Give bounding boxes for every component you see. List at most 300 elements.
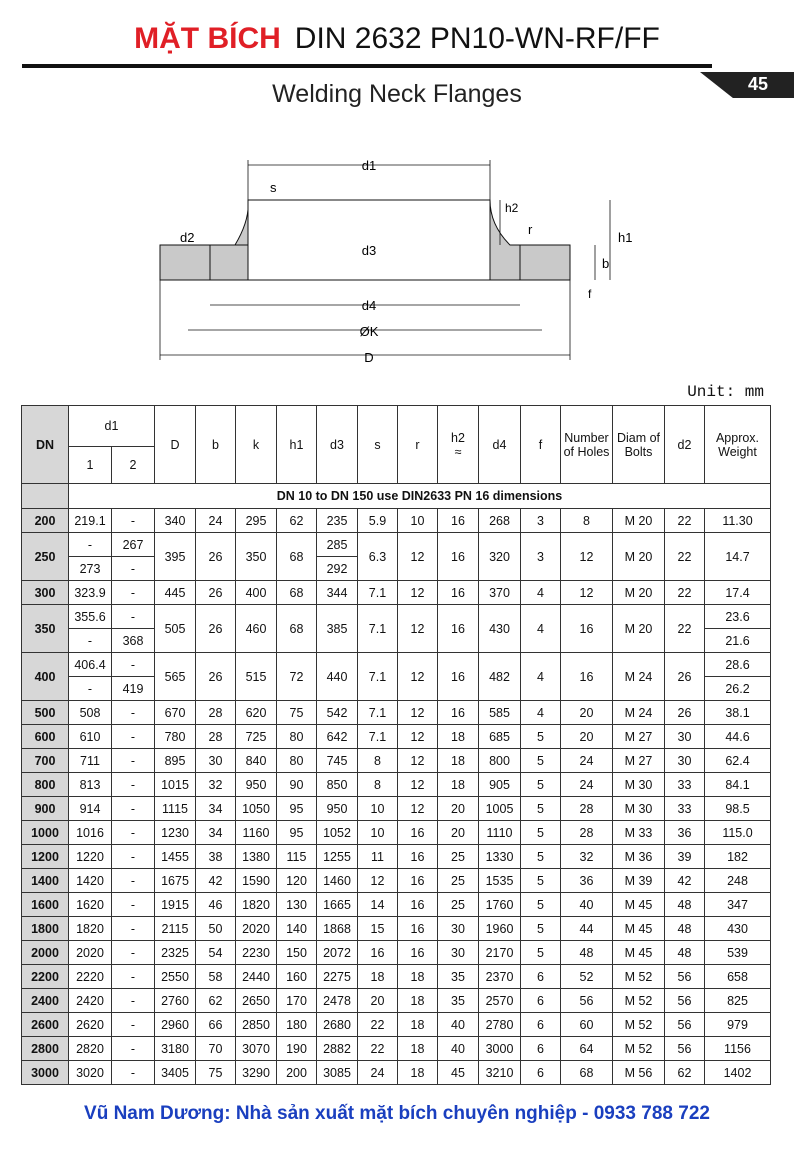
table-cell: 18	[398, 1037, 438, 1061]
table-row	[22, 581, 771, 605]
table-cell: 48	[665, 941, 705, 965]
table-cell: 68	[277, 581, 317, 605]
header-d4: d4	[479, 406, 521, 484]
label-d2: d2	[180, 230, 195, 245]
table-cell: 39	[665, 845, 705, 869]
table-cell: 72	[277, 653, 317, 701]
label-k: ØK	[359, 324, 379, 339]
table-cell: 16	[438, 653, 479, 701]
table-cell: 268	[479, 509, 521, 533]
table-cell: 368	[112, 629, 155, 653]
table-cell: 5	[521, 725, 561, 749]
dimension-table	[21, 405, 771, 1085]
table-cell: 440	[317, 653, 358, 701]
table-cell: 3000	[479, 1037, 521, 1061]
table-cell: M 45	[613, 893, 665, 917]
table-cell: 26.2	[705, 677, 771, 701]
table-cell: 25	[438, 893, 479, 917]
table-cell: 25	[438, 869, 479, 893]
header-d1-2: 2	[112, 447, 155, 484]
table-cell: -	[112, 869, 155, 893]
table-cell: 12	[358, 869, 398, 893]
table-cell: 33	[665, 773, 705, 797]
table-cell: 4	[521, 701, 561, 725]
table-cell: 1380	[236, 845, 277, 869]
table-cell: -	[69, 677, 112, 701]
table-cell: 20	[358, 989, 398, 1013]
table-cell: 1600	[22, 893, 69, 917]
table-cell: -	[69, 533, 112, 557]
table-cell: 16	[438, 581, 479, 605]
table-cell: 56	[665, 989, 705, 1013]
table-cell: 670	[155, 701, 196, 725]
table-cell: 58	[196, 965, 236, 989]
table-cell: 6	[521, 989, 561, 1013]
table-cell: 2850	[236, 1013, 277, 1037]
table-cell: 22	[665, 509, 705, 533]
table-cell: 725	[236, 725, 277, 749]
table-cell: 800	[479, 749, 521, 773]
label-d3: d3	[361, 243, 377, 258]
table-cell: -	[112, 1013, 155, 1037]
table-cell: 64	[561, 1037, 613, 1061]
table-cell: 1455	[155, 845, 196, 869]
table-cell: 75	[277, 701, 317, 725]
table-cell: 62	[277, 509, 317, 533]
table-cell: 515	[236, 653, 277, 701]
table-cell: 1400	[22, 869, 69, 893]
table-cell: 5	[521, 821, 561, 845]
table-cell: 2570	[479, 989, 521, 1013]
table-row	[22, 725, 771, 749]
table-cell: 16	[398, 893, 438, 917]
table-cell: 914	[69, 797, 112, 821]
table-cell: 16	[438, 701, 479, 725]
table-cell: 80	[277, 749, 317, 773]
header-dn: DN	[22, 406, 69, 484]
table-cell: 16	[438, 605, 479, 653]
table-cell: 30	[196, 749, 236, 773]
table-cell: 1000	[22, 821, 69, 845]
table-cell: 219.1	[69, 509, 112, 533]
table-cell: 6	[521, 1061, 561, 1085]
table-cell: 505	[155, 605, 196, 653]
table-cell: 508	[69, 701, 112, 725]
table-cell: 50	[196, 917, 236, 941]
table-cell: 1820	[69, 917, 112, 941]
table-cell: 1960	[479, 917, 521, 941]
table-cell: 26	[196, 605, 236, 653]
table-cell: 35	[438, 989, 479, 1013]
table-cell: 370	[479, 581, 521, 605]
table-cell: 68	[277, 533, 317, 581]
table-cell: 542	[317, 701, 358, 725]
table-cell: 12	[398, 749, 438, 773]
table-cell: 11.30	[705, 509, 771, 533]
table-cell: 1868	[317, 917, 358, 941]
table-cell: 15	[358, 917, 398, 941]
table-cell: 12	[398, 773, 438, 797]
table-cell: 610	[69, 725, 112, 749]
table-cell: 16	[438, 509, 479, 533]
table-cell: M 39	[613, 869, 665, 893]
table-cell: 48	[665, 917, 705, 941]
table-cell: 26	[665, 653, 705, 701]
table-cell: 385	[317, 605, 358, 653]
label-f: f	[588, 287, 592, 301]
table-cell: -	[112, 557, 155, 581]
label-r: r	[528, 222, 533, 237]
table-cell: 8	[358, 749, 398, 773]
table-cell: 3000	[22, 1061, 69, 1085]
table-cell: 3405	[155, 1061, 196, 1085]
table-cell: 46	[196, 893, 236, 917]
table-cell: 5	[521, 893, 561, 917]
table-cell: -	[112, 989, 155, 1013]
table-cell: M 24	[613, 653, 665, 701]
table-cell: 6	[521, 1013, 561, 1037]
header-h1: h1	[277, 406, 317, 484]
table-cell: -	[112, 821, 155, 845]
table-cell: 482	[479, 653, 521, 701]
table-cell: 1200	[22, 845, 69, 869]
table-cell: 12	[398, 653, 438, 701]
table-cell: 6	[521, 965, 561, 989]
table-cell: 711	[69, 749, 112, 773]
table-cell: 24	[561, 773, 613, 797]
table-cell: 16	[438, 533, 479, 581]
table-cell: 813	[69, 773, 112, 797]
table-cell: 28	[196, 701, 236, 725]
table-cell: 460	[236, 605, 277, 653]
table-cell: 12	[561, 533, 613, 581]
table-cell: 658	[705, 965, 771, 989]
table-cell: M 52	[613, 989, 665, 1013]
table-cell: 2020	[236, 917, 277, 941]
table-cell: 1110	[479, 821, 521, 845]
table-cell: 1665	[317, 893, 358, 917]
table-cell: 62	[665, 1061, 705, 1085]
table-cell: 12	[398, 533, 438, 581]
table-cell: M 24	[613, 701, 665, 725]
table-cell: 20	[438, 797, 479, 821]
table-cell: -	[112, 773, 155, 797]
table-row	[22, 869, 771, 893]
table-cell: 745	[317, 749, 358, 773]
table-row	[22, 605, 771, 629]
table-cell: 24	[561, 749, 613, 773]
table-cell: 430	[705, 917, 771, 941]
table-cell: 3	[521, 533, 561, 581]
table-cell: 1402	[705, 1061, 771, 1085]
table-cell: 2072	[317, 941, 358, 965]
table-cell: 18	[398, 989, 438, 1013]
table-cell: -	[112, 917, 155, 941]
table-row	[22, 533, 771, 557]
table-cell: 2600	[22, 1013, 69, 1037]
table-cell: -	[112, 653, 155, 677]
table-cell: 22	[358, 1013, 398, 1037]
table-cell: 84.1	[705, 773, 771, 797]
table-cell: 56	[561, 989, 613, 1013]
table-cell: 344	[317, 581, 358, 605]
table-cell: 40	[438, 1037, 479, 1061]
table-cell: 250	[22, 533, 69, 581]
label-d4: d4	[361, 298, 377, 313]
table-row	[22, 845, 771, 869]
table-cell: 98.5	[705, 797, 771, 821]
table-cell: 12	[398, 581, 438, 605]
table-cell: 170	[277, 989, 317, 1013]
table-cell: 56	[665, 1013, 705, 1037]
table-cell: 18	[398, 1013, 438, 1037]
table-cell: 1220	[69, 845, 112, 869]
header-s: s	[358, 406, 398, 484]
table-row	[22, 773, 771, 797]
table-cell: 2200	[22, 965, 69, 989]
table-cell: 182	[705, 845, 771, 869]
table-cell: 5	[521, 797, 561, 821]
table-cell: 1160	[236, 821, 277, 845]
table-cell: 22	[358, 1037, 398, 1061]
table-cell: 22	[665, 533, 705, 581]
table-cell: 905	[479, 773, 521, 797]
table-cell: 16	[398, 941, 438, 965]
table-cell: 16	[358, 941, 398, 965]
table-cell: 22	[665, 581, 705, 605]
header-d3: d3	[317, 406, 358, 484]
table-cell: 26	[196, 533, 236, 581]
table-row	[22, 509, 771, 533]
page-title	[0, 22, 794, 56]
table-cell: 38.1	[705, 701, 771, 725]
table-cell: 3020	[69, 1061, 112, 1085]
table-cell: -	[112, 701, 155, 725]
table-cell: 850	[317, 773, 358, 797]
table-cell: 2230	[236, 941, 277, 965]
table-cell: 1156	[705, 1037, 771, 1061]
table-cell: 700	[22, 749, 69, 773]
table-cell: 2020	[69, 941, 112, 965]
table-cell: 180	[277, 1013, 317, 1037]
table-cell: 3210	[479, 1061, 521, 1085]
table-cell: 190	[277, 1037, 317, 1061]
table-cell: 347	[705, 893, 771, 917]
table-cell: 56	[665, 1037, 705, 1061]
table-cell: M 20	[613, 605, 665, 653]
header-d2: d2	[665, 406, 705, 484]
table-cell: 3290	[236, 1061, 277, 1085]
table-cell: 267	[112, 533, 155, 557]
table-cell: 320	[479, 533, 521, 581]
title-underline	[22, 64, 712, 68]
table-cell: 4	[521, 653, 561, 701]
table-cell: M 30	[613, 797, 665, 821]
table-cell: 115	[277, 845, 317, 869]
label-s: s	[270, 180, 277, 195]
table-cell: 18	[438, 725, 479, 749]
table-cell: M 20	[613, 581, 665, 605]
table-cell: 1760	[479, 893, 521, 917]
table-row	[22, 893, 771, 917]
table-cell: 3070	[236, 1037, 277, 1061]
table-body	[22, 484, 771, 1085]
table-cell: 2220	[69, 965, 112, 989]
table-row	[22, 797, 771, 821]
table-cell: 1820	[236, 893, 277, 917]
label-d1: d1	[361, 158, 377, 173]
table-cell: 17.4	[705, 581, 771, 605]
table-cell: M 45	[613, 941, 665, 965]
table-cell: 1016	[69, 821, 112, 845]
table-cell: 2440	[236, 965, 277, 989]
table-cell: 1620	[69, 893, 112, 917]
table-cell: 7.1	[358, 581, 398, 605]
table-row	[22, 1037, 771, 1061]
table-cell: 14	[358, 893, 398, 917]
table-cell: 18	[438, 773, 479, 797]
table-cell: 445	[155, 581, 196, 605]
table-cell: 840	[236, 749, 277, 773]
table-cell: 150	[277, 941, 317, 965]
table-cell: 25	[438, 845, 479, 869]
table-cell: 295	[236, 509, 277, 533]
table-cell: 642	[317, 725, 358, 749]
table-cell: 10	[358, 821, 398, 845]
table-cell: 33	[665, 797, 705, 821]
table-row	[22, 749, 771, 773]
table-cell: 95	[277, 821, 317, 845]
table-cell: 5	[521, 845, 561, 869]
table-cell: 500	[22, 701, 69, 725]
table-cell: 10	[398, 509, 438, 533]
table-row	[22, 917, 771, 941]
table-cell: 21.6	[705, 629, 771, 653]
table-cell: 48	[561, 941, 613, 965]
table-cell: 60	[561, 1013, 613, 1037]
table-cell: 3180	[155, 1037, 196, 1061]
table-cell: 8	[561, 509, 613, 533]
table-cell: 28	[561, 797, 613, 821]
table-cell: 16	[561, 653, 613, 701]
table-cell: 24	[196, 509, 236, 533]
title-red: MẶT BÍCH	[134, 22, 281, 55]
table-cell: 350	[236, 533, 277, 581]
table-cell: 585	[479, 701, 521, 725]
table-cell: 95	[277, 797, 317, 821]
table-cell: 2550	[155, 965, 196, 989]
table-cell: 1255	[317, 845, 358, 869]
table-cell: 120	[277, 869, 317, 893]
table-cell: 2780	[479, 1013, 521, 1037]
table-cell: 900	[22, 797, 69, 821]
table-cell: 16	[398, 917, 438, 941]
table-cell: 28.6	[705, 653, 771, 677]
header-h2-approx: ≈	[454, 444, 462, 459]
table-row	[22, 989, 771, 1013]
table-cell: 2400	[22, 989, 69, 1013]
table-cell: 44	[561, 917, 613, 941]
header-bolts: Diam of Bolts	[613, 406, 665, 484]
table-cell: 979	[705, 1013, 771, 1037]
table-cell: 1675	[155, 869, 196, 893]
table-cell: 235	[317, 509, 358, 533]
table-cell: 2370	[479, 965, 521, 989]
table-cell: 30	[438, 941, 479, 965]
table-row	[22, 701, 771, 725]
table-cell: 62	[196, 989, 236, 1013]
table-cell: 273	[69, 557, 112, 581]
table-cell: 3	[521, 509, 561, 533]
table-cell: 16	[398, 821, 438, 845]
table-cell: 36	[561, 869, 613, 893]
table-cell: -	[112, 581, 155, 605]
label-h1: h1	[618, 230, 633, 245]
table-cell: 40	[438, 1013, 479, 1037]
header-holes: Number of Holes	[561, 406, 613, 484]
table-cell: 30	[665, 725, 705, 749]
table-cell: 5.9	[358, 509, 398, 533]
note-dn-cell	[22, 484, 69, 509]
table-cell: 5	[521, 941, 561, 965]
header-d1-text: d1	[104, 419, 119, 433]
table-cell: 3085	[317, 1061, 358, 1085]
table-cell: 75	[196, 1061, 236, 1085]
table-cell: 2960	[155, 1013, 196, 1037]
table-cell: 2325	[155, 941, 196, 965]
table-cell: 52	[561, 965, 613, 989]
table-cell: 40	[561, 893, 613, 917]
table-cell: 600	[22, 725, 69, 749]
table-cell: 20	[561, 701, 613, 725]
table-cell: 35	[438, 965, 479, 989]
table-cell: 1052	[317, 821, 358, 845]
table-cell: 16	[398, 845, 438, 869]
table-cell: M 27	[613, 725, 665, 749]
table-cell: 42	[196, 869, 236, 893]
header-d1-1: 1	[69, 447, 112, 484]
table-cell: -	[112, 605, 155, 629]
table-cell: 2420	[69, 989, 112, 1013]
table-cell: 2620	[69, 1013, 112, 1037]
table-cell: -	[69, 629, 112, 653]
header-D: D	[155, 406, 196, 484]
title-black: DIN 2632 PN10-WN-RF/FF	[294, 22, 660, 55]
table-cell: 36	[665, 821, 705, 845]
table-row	[22, 821, 771, 845]
table-cell: 4	[521, 581, 561, 605]
table-row	[22, 941, 771, 965]
header-b: b	[196, 406, 236, 484]
table-row	[22, 653, 771, 677]
table-cell: 1330	[479, 845, 521, 869]
table-cell: M 36	[613, 845, 665, 869]
table-cell: 54	[196, 941, 236, 965]
table-cell: -	[112, 725, 155, 749]
table-cell: 32	[196, 773, 236, 797]
table-cell: 4	[521, 605, 561, 653]
table-cell: 565	[155, 653, 196, 701]
table-cell: 26	[196, 653, 236, 701]
header-weight: Approx. Weight	[705, 406, 771, 484]
table-cell: 28	[196, 725, 236, 749]
table-cell: 26	[665, 701, 705, 725]
table-cell: 12	[398, 701, 438, 725]
table-cell: 400	[22, 653, 69, 701]
table-cell: M 52	[613, 1037, 665, 1061]
table-cell: 42	[665, 869, 705, 893]
table-cell: 1800	[22, 917, 69, 941]
